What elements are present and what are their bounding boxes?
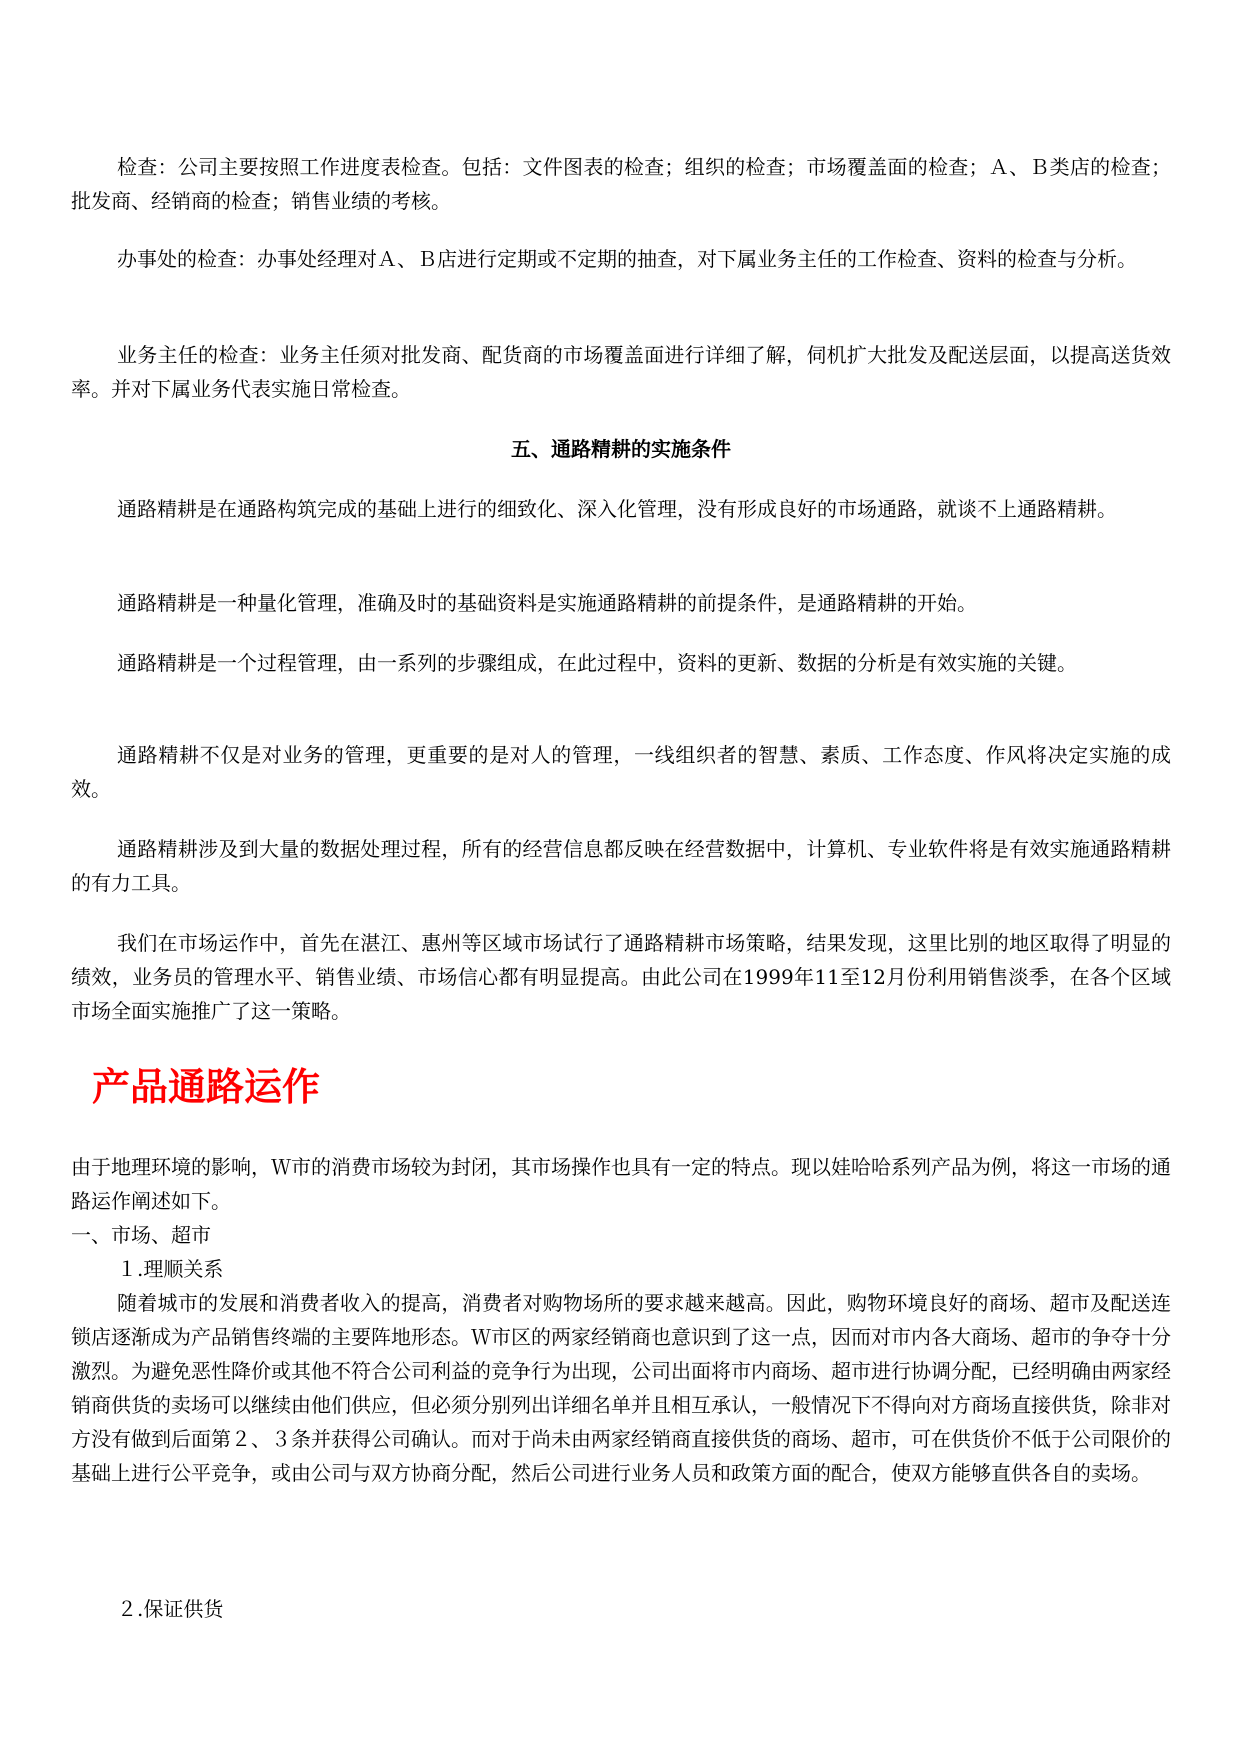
paragraph-condition-4: 通路精耕不仅是对业务的管理，更重要的是对人的管理，一线组织者的智慧、素质、工作态度、作风将决定实施的成效。 <box>71 743 1171 801</box>
paragraph-condition-5: 通路精耕涉及到大量的数据处理过程，所有的经营信息都反映在经营数据中，计算机、专业软件将是有效实施通路精耕的有力工具。 <box>71 837 1171 895</box>
paragraph-practice: 我们在市场运作中，首先在湛江、惠州等区域市场试行了通路精耕市场策略，结果发现，这里比别的地区取得了明显的绩效，业务员的管理水平、销售业绩、市场信心都有明显提高。由此公司在1999年11至12月份利用销售淡季，在各个区域市场全面实施推广了这一策略。 <box>71 931 1171 1023</box>
subheading-supply: ２.保证供货 <box>117 1597 224 1621</box>
paragraph-supervisor-inspection: 业务主任的检查：业务主任须对批发商、配货商的市场覆盖面进行详细了解，伺机扩大批发及配送层面，以提高送货效率。并对下属业务代表实施日常检查。 <box>71 343 1171 401</box>
paragraph-condition-2: 通路精耕是一种量化管理，准确及时的基础资料是实施通路精耕的前提条件，是通路精耕的开始。 <box>117 591 977 615</box>
paragraph-inspection: 检查：公司主要按照工作进度表检查。包括：文件图表的检查；组织的检查；市场覆盖面的检查；Ａ、Ｂ类店的检查；批发商、经销商的检查；销售业绩的考核。 <box>71 155 1171 213</box>
subheading-relations: １.理顺关系 <box>117 1257 224 1281</box>
chapter-title: 产品通路运作 <box>92 1065 321 1109</box>
heading-market-supermarket: 一、市场、超市 <box>71 1223 211 1247</box>
paragraph-office-inspection: 办事处的检查：办事处经理对Ａ、Ｂ店进行定期或不定期的抽查，对下属业务主任的工作检查、资料的检查与分析。 <box>117 247 1137 271</box>
paragraph-condition-1: 通路精耕是在通路构筑完成的基础上进行的细致化、深入化管理，没有形成良好的市场通路，就谈不上通路精耕。 <box>117 497 1117 521</box>
section-title: 五、通路精耕的实施条件 <box>511 437 731 461</box>
paragraph-condition-3: 通路精耕是一个过程管理，由一系列的步骤组成，在此过程中，资料的更新、数据的分析是有效实施的关键。 <box>117 651 1077 675</box>
paragraph-relations-body: 随着城市的发展和消费者收入的提高，消费者对购物场所的要求越来越高。因此，购物环境良好的商场、超市及配送连锁店逐渐成为产品销售终端的主要阵地形态。Ｗ市区的两家经销商也意识到了这一点，因而对市内各大商场、超市的争夺十分激烈。为避免恶性降价或其他不符合公司利益的竞争行为出现，公司出面将市内商场、超市进行协调分配，已经明确由两家经销商供货的卖场可以继续由他们供应，但必须分别列出详细名单并且相互承认，一般情况下不得向对方商场直接供货，除非对方没有做到后面第２、３条并获得公司确认。而对于尚未由两家经销商直接供货的商场、超市，可在供货价不低于公司限价的基础上进行公平竞争，或由公司与双方协商分配，然后公司进行业务人员和政策方面的配合，使双方能够直供各自的卖场。 <box>71 1291 1171 1485</box>
chapter-intro: 由于地理环境的影响，Ｗ市的消费市场较为封闭，其市场操作也具有一定的特点。现以娃哈哈系列产品为例，将这一市场的通路运作阐述如下。 <box>71 1155 1171 1213</box>
